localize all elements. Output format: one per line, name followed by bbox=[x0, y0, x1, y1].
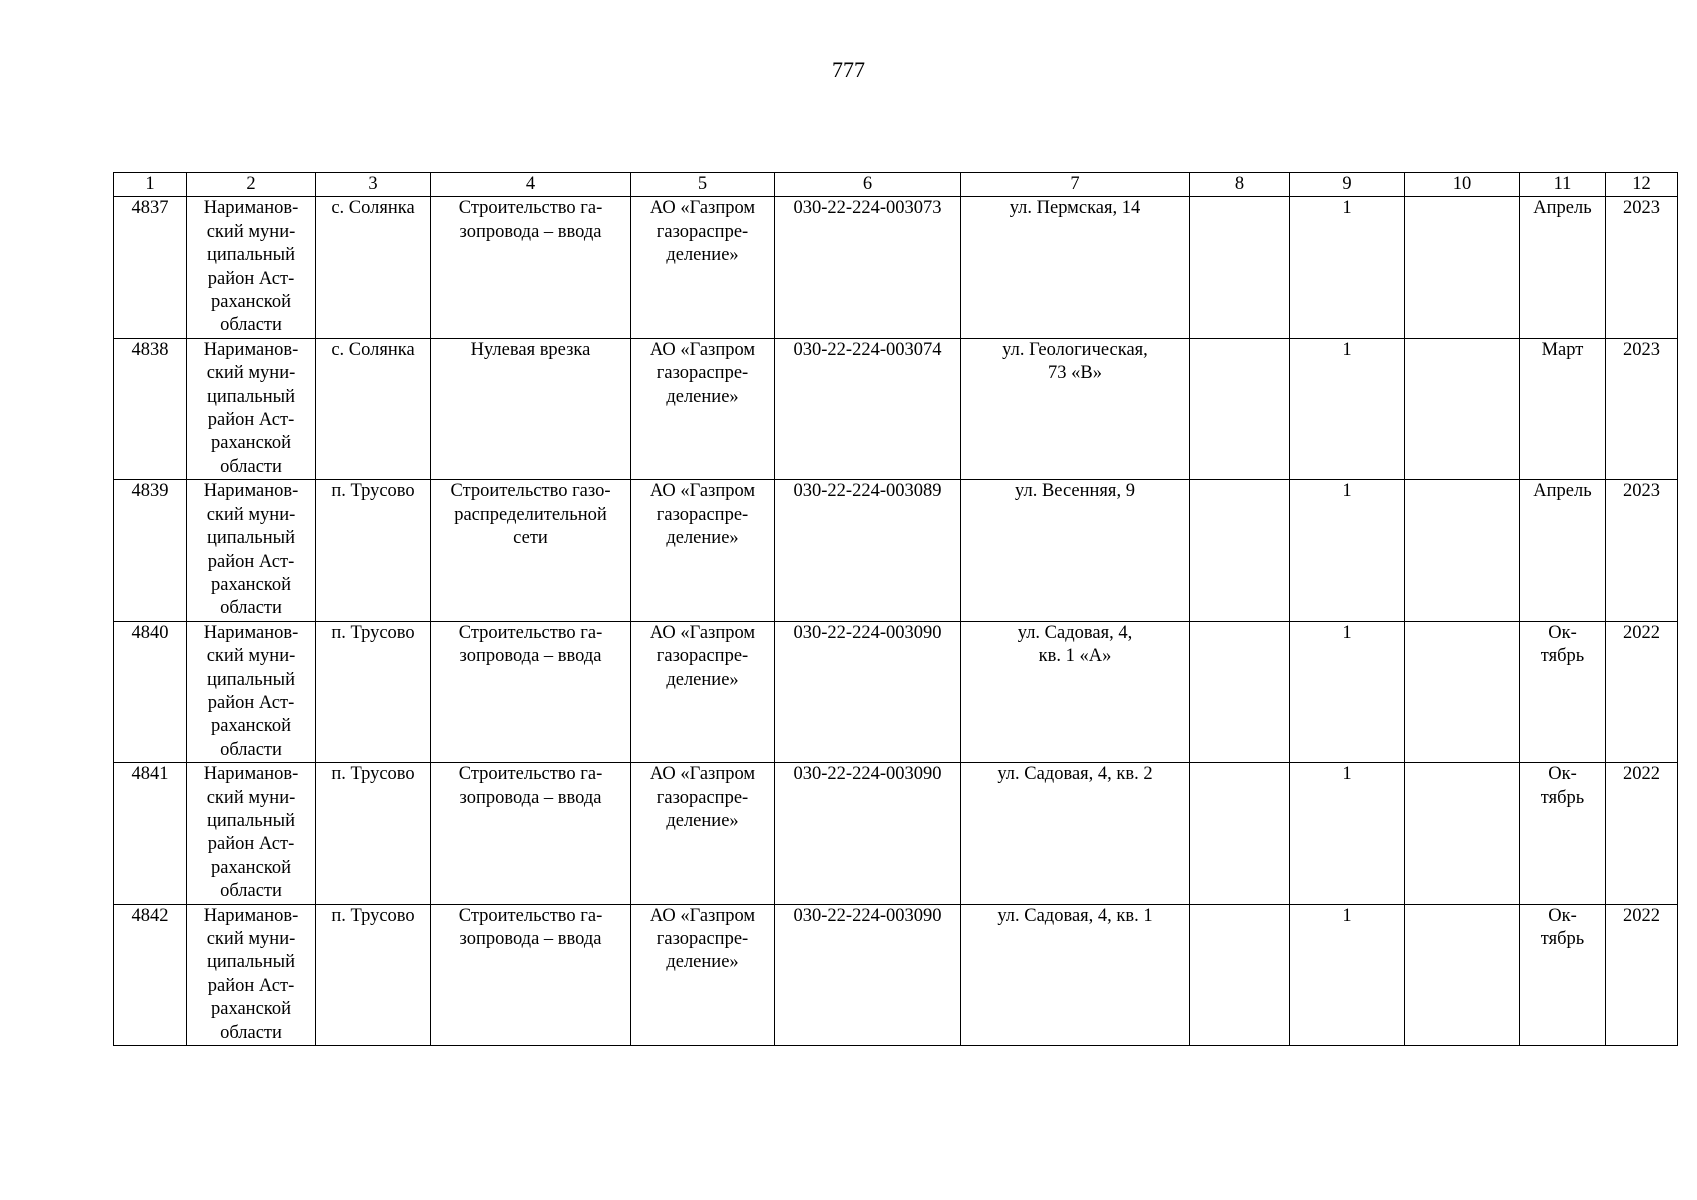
work-type-cell: Строительство га- зопровода – ввода bbox=[431, 621, 631, 762]
column-header: 6 bbox=[775, 173, 961, 197]
table-row bbox=[114, 763, 1678, 904]
column-10-cell bbox=[1405, 904, 1520, 1045]
work-type-cell: Строительство га- зопровода – ввода bbox=[431, 763, 631, 904]
page-number: 777 bbox=[832, 57, 865, 82]
address-cell: ул. Пермская, 14 bbox=[961, 197, 1190, 338]
column-header: 1 bbox=[114, 173, 187, 197]
settlement-cell: с. Солянка bbox=[316, 197, 431, 338]
column-header: 3 bbox=[316, 173, 431, 197]
quantity-cell: 1 bbox=[1290, 621, 1405, 762]
municipality-cell: Нариманов- ский муни- ципальный район Аст- раханской области bbox=[187, 197, 316, 338]
settlement-cell: п. Трусово bbox=[316, 904, 431, 1045]
column-header: 4 bbox=[431, 173, 631, 197]
month-cell: Март bbox=[1520, 338, 1606, 479]
record-number: 4837 bbox=[114, 197, 187, 338]
work-type-cell: Строительство га- зопровода – ввода bbox=[431, 904, 631, 1045]
column-header: 5 bbox=[631, 173, 775, 197]
column-header: 10 bbox=[1405, 173, 1520, 197]
column-10-cell bbox=[1405, 197, 1520, 338]
record-number: 4838 bbox=[114, 338, 187, 479]
column-header: 11 bbox=[1520, 173, 1606, 197]
column-8-cell bbox=[1190, 480, 1290, 621]
municipality-cell: Нариманов- ский муни- ципальный район Аст- раханской области bbox=[187, 621, 316, 762]
record-number: 4839 bbox=[114, 480, 187, 621]
municipality-cell: Нариманов- ский муни- ципальный район Аст- раханской области bbox=[187, 480, 316, 621]
address-cell: ул. Весенняя, 9 bbox=[961, 480, 1190, 621]
record-number: 4842 bbox=[114, 904, 187, 1045]
column-10-cell bbox=[1405, 480, 1520, 621]
year-cell: 2023 bbox=[1606, 197, 1678, 338]
year-cell: 2022 bbox=[1606, 621, 1678, 762]
table-row bbox=[114, 621, 1678, 762]
year-cell: 2023 bbox=[1606, 338, 1678, 479]
month-cell: Ок- тябрь bbox=[1520, 621, 1606, 762]
quantity-cell: 1 bbox=[1290, 480, 1405, 621]
municipality-cell: Нариманов- ский муни- ципальный район Аст- раханской области bbox=[187, 338, 316, 479]
year-cell: 2023 bbox=[1606, 480, 1678, 621]
organization-cell: АО «Газпром газораспре- деление» bbox=[631, 338, 775, 479]
settlement-cell: п. Трусово bbox=[316, 763, 431, 904]
application-number-cell: 030-22-224-003073 bbox=[775, 197, 961, 338]
organization-cell: АО «Газпром газораспре- деление» bbox=[631, 480, 775, 621]
settlement-cell: п. Трусово bbox=[316, 621, 431, 762]
application-number-cell: 030-22-224-003090 bbox=[775, 904, 961, 1045]
record-number: 4841 bbox=[114, 763, 187, 904]
organization-cell: АО «Газпром газораспре- деление» bbox=[631, 197, 775, 338]
column-header: 8 bbox=[1190, 173, 1290, 197]
column-8-cell bbox=[1190, 763, 1290, 904]
column-header: 2 bbox=[187, 173, 316, 197]
table-row bbox=[114, 480, 1678, 621]
year-cell: 2022 bbox=[1606, 763, 1678, 904]
application-number-cell: 030-22-224-003090 bbox=[775, 621, 961, 762]
application-number-cell: 030-22-224-003089 bbox=[775, 480, 961, 621]
address-cell: ул. Геологическая, 73 «В» bbox=[961, 338, 1190, 479]
column-8-cell bbox=[1190, 338, 1290, 479]
record-number: 4840 bbox=[114, 621, 187, 762]
gas-connection-table bbox=[113, 172, 1678, 1046]
table-row bbox=[114, 197, 1678, 338]
settlement-cell: п. Трусово bbox=[316, 480, 431, 621]
column-10-cell bbox=[1405, 338, 1520, 479]
month-cell: Апрель bbox=[1520, 480, 1606, 621]
work-type-cell: Строительство газо- распределительной сети bbox=[431, 480, 631, 621]
column-8-cell bbox=[1190, 621, 1290, 762]
organization-cell: АО «Газпром газораспре- деление» bbox=[631, 763, 775, 904]
quantity-cell: 1 bbox=[1290, 904, 1405, 1045]
work-type-cell: Строительство га- зопровода – ввода bbox=[431, 197, 631, 338]
column-10-cell bbox=[1405, 621, 1520, 762]
work-type-cell: Нулевая врезка bbox=[431, 338, 631, 479]
table-row bbox=[114, 338, 1678, 479]
year-cell: 2022 bbox=[1606, 904, 1678, 1045]
organization-cell: АО «Газпром газораспре- деление» bbox=[631, 904, 775, 1045]
municipality-cell: Нариманов- ский муни- ципальный район Аст- раханской области bbox=[187, 904, 316, 1045]
column-header: 12 bbox=[1606, 173, 1678, 197]
month-cell: Ок- тябрь bbox=[1520, 763, 1606, 904]
header-row bbox=[114, 173, 1678, 197]
column-8-cell bbox=[1190, 197, 1290, 338]
quantity-cell: 1 bbox=[1290, 763, 1405, 904]
column-10-cell bbox=[1405, 763, 1520, 904]
organization-cell: АО «Газпром газораспре- деление» bbox=[631, 621, 775, 762]
address-cell: ул. Садовая, 4, кв. 1 bbox=[961, 904, 1190, 1045]
address-cell: ул. Садовая, 4, кв. 1 «А» bbox=[961, 621, 1190, 762]
column-header: 9 bbox=[1290, 173, 1405, 197]
application-number-cell: 030-22-224-003090 bbox=[775, 763, 961, 904]
column-8-cell bbox=[1190, 904, 1290, 1045]
month-cell: Ок- тябрь bbox=[1520, 904, 1606, 1045]
table-row bbox=[114, 904, 1678, 1045]
quantity-cell: 1 bbox=[1290, 197, 1405, 338]
column-header: 7 bbox=[961, 173, 1190, 197]
settlement-cell: с. Солянка bbox=[316, 338, 431, 479]
application-number-cell: 030-22-224-003074 bbox=[775, 338, 961, 479]
quantity-cell: 1 bbox=[1290, 338, 1405, 479]
month-cell: Апрель bbox=[1520, 197, 1606, 338]
municipality-cell: Нариманов- ский муни- ципальный район Аст- раханской области bbox=[187, 763, 316, 904]
address-cell: ул. Садовая, 4, кв. 2 bbox=[961, 763, 1190, 904]
